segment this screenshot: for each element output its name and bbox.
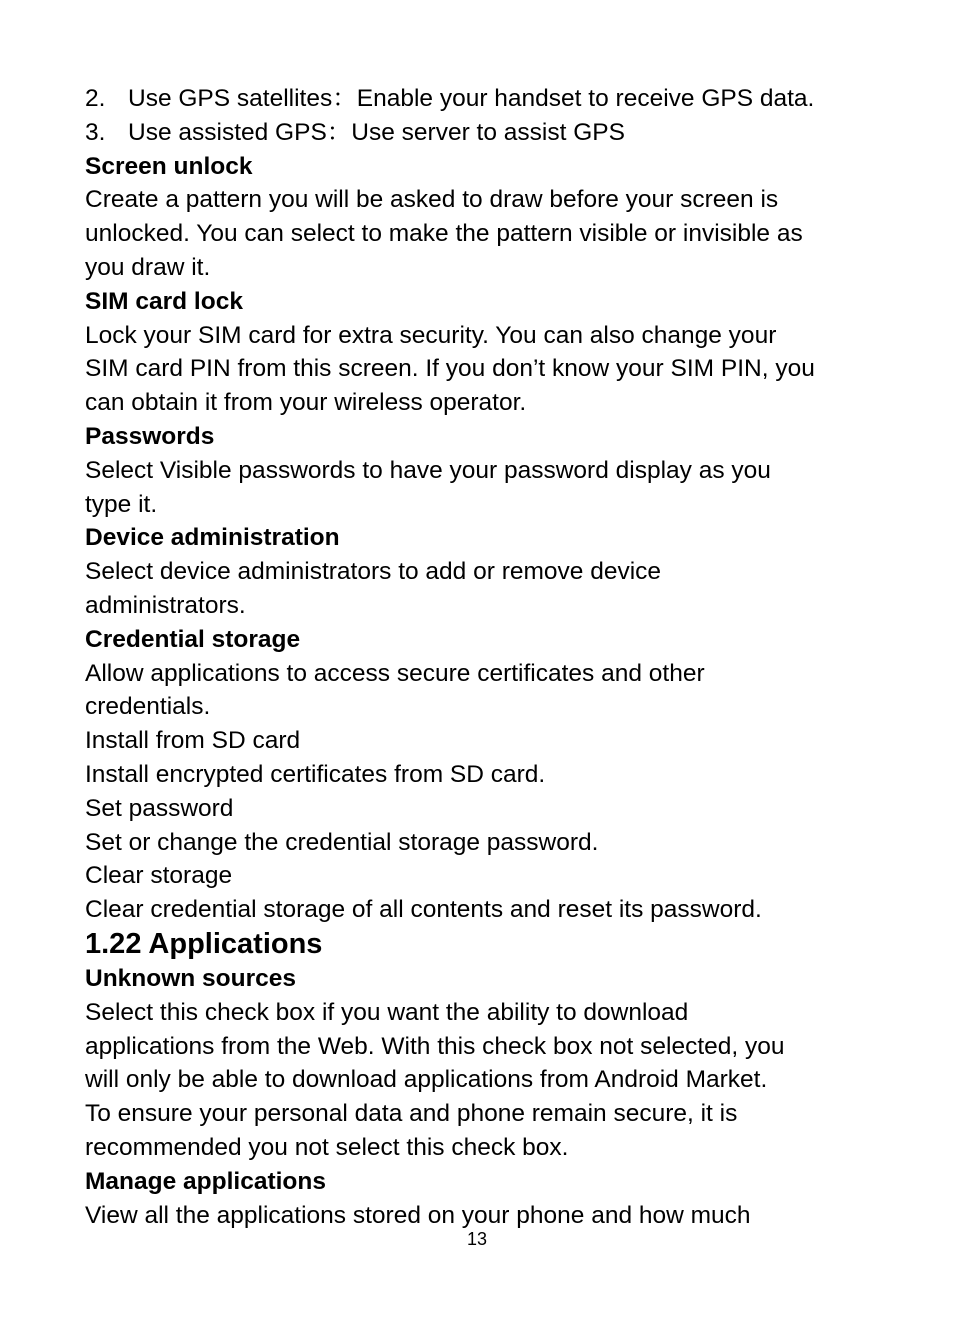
paragraph-line: Select Visible passwords to have your password display as you [85,456,771,484]
paragraph-line: SIM card PIN from this screen. If you don’t know your SIM PIN, you [85,355,815,383]
paragraph-line: can obtain it from your wireless operator. [85,389,527,417]
section-title: 1.22 Applications [85,927,323,960]
subitem-title: Set password [85,794,234,822]
list-text: Use assisted GPS：Use server to assist GPS [128,118,625,146]
paragraph-line: unlocked. You can select to make the pattern visible or invisible as [85,220,803,248]
paragraph-line: recommended you not select this check box. [85,1133,569,1161]
paragraph-line: type it. [85,490,158,518]
list-item [85,82,885,116]
device-administration-heading: Device administration [85,524,340,552]
screen-unlock-heading: Screen unlock [85,152,253,180]
paragraph-line: View all the applications stored on your phone and how much [85,1201,751,1229]
unknown-sources-heading: Unknown sources [85,964,297,992]
paragraph-line: Select device administrators to add or remove device [85,558,662,586]
paragraph-line: To ensure your personal data and phone remain secure, it is [85,1100,738,1128]
paragraph-line: applications from the Web. With this check box not selected, you [85,1032,785,1060]
document-page [85,82,885,1232]
page-number: 13 [466,1229,488,1249]
list-number: 2. [85,85,106,112]
paragraph-line: Set or change the credential storage password. [85,828,599,856]
sim-card-lock-heading: SIM card lock [85,287,243,315]
paragraph-line: credentials. [85,693,211,721]
subitem-title: Clear storage [85,862,233,890]
paragraph-line: Allow applications to access secure certificates and other [85,659,705,687]
paragraph-line: Create a pattern you will be asked to draw before your screen is [85,186,779,214]
paragraph-line: will only be able to download applications from Android Market. [85,1066,768,1094]
paragraph-line: Install encrypted certificates from SD card. [85,760,546,788]
passwords-heading: Passwords [85,422,215,450]
credential-storage-heading: Credential storage [85,625,301,653]
paragraph-line: Lock your SIM card for extra security. You can also change your [85,321,777,349]
list-number: 3. [85,118,106,146]
paragraph-line: Clear credential storage of all contents and reset its password. [85,896,762,924]
paragraph-line: Select this check box if you want the ability to download [85,998,689,1026]
list-item [85,116,885,150]
subitem-title: Install from SD card [85,727,301,755]
manage-applications-heading: Manage applications [85,1167,326,1195]
list-text: Use GPS satellites：Enable your handset to receive GPS data. [128,85,815,112]
paragraph-line: administrators. [85,591,246,619]
paragraph-line: you draw it. [85,253,211,281]
